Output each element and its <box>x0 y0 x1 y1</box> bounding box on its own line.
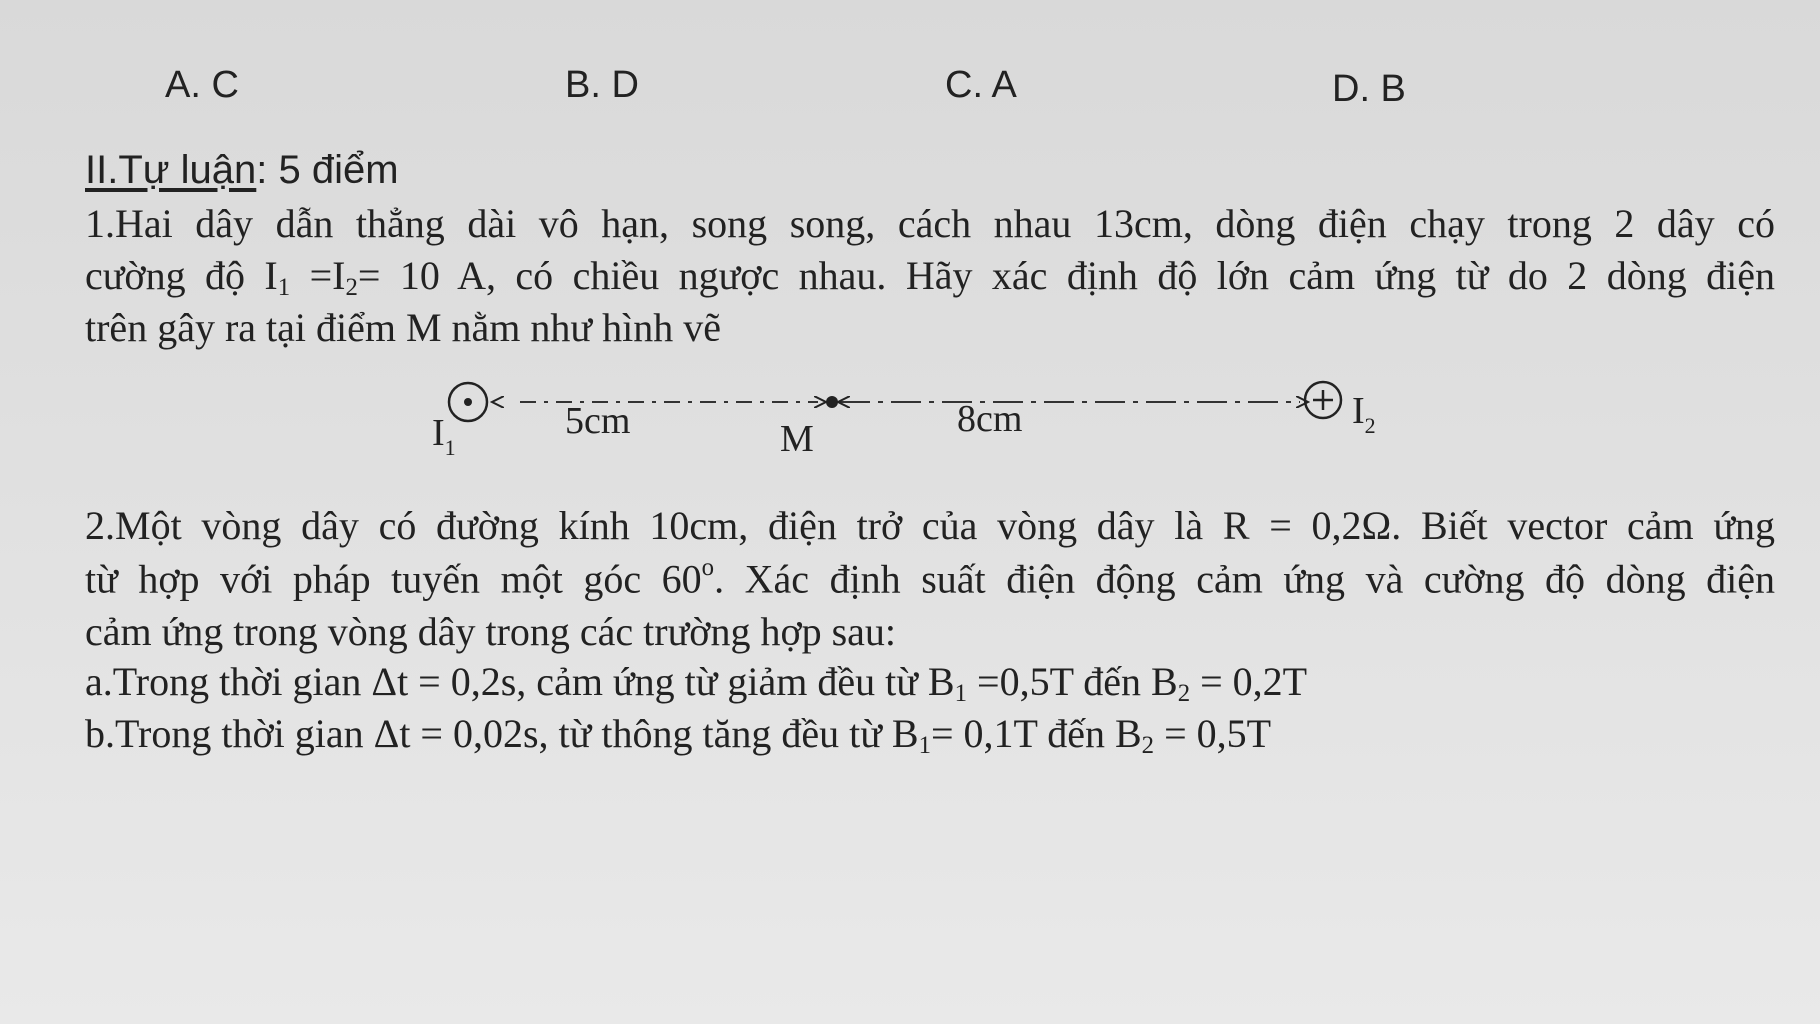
problem2-part-a <box>85 658 1307 708</box>
section-title-points: : 5 điểm <box>256 148 399 192</box>
problem1-text: =I <box>290 253 346 298</box>
wire1-label: $I_1$ <box>432 412 456 460</box>
problem2-line2 <box>85 554 1775 602</box>
wire1-dot-icon <box>449 383 487 421</box>
superscript: o <box>701 554 715 581</box>
part-a-text: a.Trong thời gian Δt = 0,2s, cảm ứng từ giảm đều từ B <box>85 659 955 704</box>
part-b-text: = 0,5T <box>1154 711 1272 756</box>
problem2-part-b <box>85 710 1271 760</box>
problem1-line3: trên gây ra tại điểm M nằm như hình vẽ <box>85 305 721 350</box>
point-m-label: M <box>780 418 814 460</box>
wires-diagram <box>420 365 1420 475</box>
subscript: 1 <box>918 732 931 760</box>
distance-left-label: 5cm <box>565 400 631 442</box>
part-b-text: b.Trong thời gian Δt = 0,02s, từ thông tăng đều từ B <box>85 711 919 756</box>
part-a-text: =0,5T đến B <box>967 659 1178 704</box>
subscript: 1 <box>954 680 968 708</box>
section-title-underlined: II.Tự luận <box>85 148 257 192</box>
choice-b: B. D <box>565 64 639 106</box>
wire2-label: $I_2$ <box>1352 390 1376 438</box>
choice-d: D. B <box>1332 68 1406 110</box>
distance-right-label: 8cm <box>957 398 1023 440</box>
problem1-line2 <box>85 252 1775 302</box>
problem2-line3: cảm ứng trong vòng dây trong các trường hợp sau: <box>85 609 897 654</box>
problem1-text: cường độ I <box>85 253 278 298</box>
choice-a: A. C <box>165 64 239 106</box>
problem2-text: từ hợp với pháp tuyến một góc 60 <box>85 556 702 602</box>
section-heading <box>85 148 399 193</box>
part-a-text: = 0,2T <box>1190 659 1308 704</box>
problem2-text: . Xác định suất điện động cảm ứng và cường độ dòng điện <box>714 556 1775 602</box>
subscript: 2 <box>1141 732 1155 760</box>
problem2-line1: 2.Một vòng dây có đường kính 10cm, điện trở của vòng dây là R = 0,2Ω. Biết vector cảm ứng <box>85 503 1775 548</box>
problem1-text: = 10 A, có chiều ngược nhau. Hãy xác định độ lớn cảm ứng từ do 2 dòng điện <box>357 253 1775 298</box>
subscript: 2 <box>1177 680 1191 708</box>
subscript: 2 <box>345 274 358 302</box>
problem1-line1: 1.Hai dây dẫn thẳng dài vô hạn, song song, cách nhau 13cm, dòng điện chạy trong 2 dây có <box>85 201 1775 246</box>
point-m-dot <box>826 396 838 408</box>
subscript: 1 <box>277 274 291 302</box>
wire2-cross-icon <box>1305 382 1341 418</box>
part-b-text: = 0,1T đến B <box>930 711 1142 756</box>
choice-c: C. A <box>945 64 1017 106</box>
